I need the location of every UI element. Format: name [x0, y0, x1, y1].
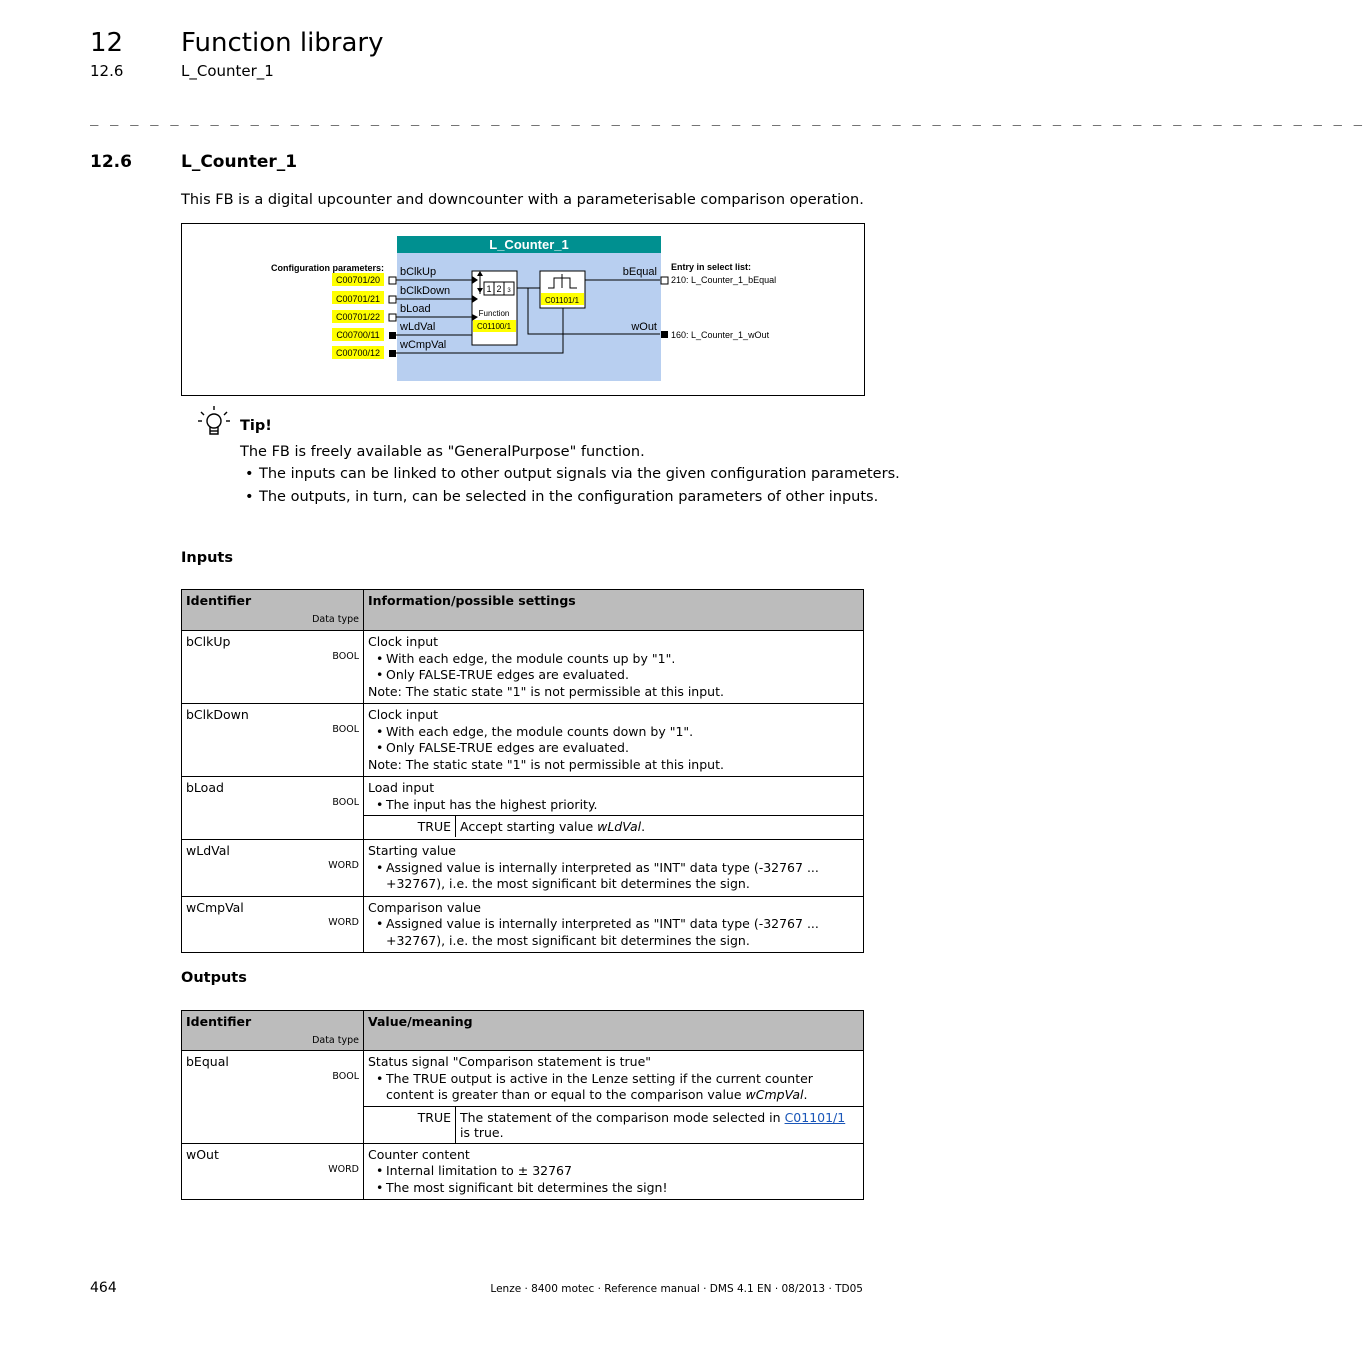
section-number: 12.6: [90, 62, 124, 80]
header-separator: _ _ _ _ _ _ _ _ _ _ _ _ _ _ _ _ _ _ _ _ _ _ _ _ _ _ _ _ _ _ _ _ _ _ _ _ _ _ _ _ _ _ _ _ _ _ _ _ _ _ _ _ _ _ _ _ _ _ _ _ _ _ _ _: [90, 110, 1364, 126]
input-label-2: bLoad: [400, 303, 431, 315]
table-row: [182, 631, 864, 704]
intro-text: This FB is a digital upcounter and downcounter with a parameterisable comparison operation.: [181, 192, 864, 208]
config-param-0: [332, 273, 384, 286]
sub-key: TRUE: [364, 1106, 456, 1143]
row-info: Clock input • With each edge, the module counts up by "1". • Only FALSE-TRUE edges are evaluated. Note: The static state "1" is not permissible at this input.: [364, 631, 864, 704]
table-row: [182, 1051, 864, 1144]
svg-text:C01100/1: C01100/1: [476, 322, 512, 331]
row-identifier: wOut WORD: [182, 1143, 364, 1200]
row-identifier: bClkDown BOOL: [182, 704, 364, 777]
compare-param: [541, 293, 584, 305]
input-label-3: wLdVal: [400, 321, 436, 333]
footer-doc: Lenze · 8400 motec · Reference manual · DMS 4.1 EN · 08/2013 · TD05: [490, 1283, 863, 1295]
sub-text: Accept starting value wLdVal.: [456, 816, 864, 838]
svg-text:C01101/1: C01101/1: [544, 296, 580, 305]
row-info: Starting value • Assigned value is internally interpreted as "INT" data type (-32767 ... +32767), i.e. the most significant bit determines the sign.: [364, 840, 864, 897]
function-param: [473, 320, 516, 332]
heading-title: L_Counter_1: [181, 152, 298, 172]
tip-bullet: • The outputs, in turn, can be selected in the configuration parameters of other inputs.: [245, 489, 879, 505]
c01101-link[interactable]: C01101/1: [784, 1109, 846, 1125]
svg-text:1: 1: [486, 284, 492, 294]
output-terminal-1: [661, 331, 668, 338]
row-identifier: wCmpVal WORD: [182, 896, 364, 953]
entry-label: Entry in select list:: [671, 262, 752, 272]
heading-number: 12.6: [90, 152, 132, 172]
input-terminal-4: [389, 350, 396, 357]
table-row: [182, 896, 864, 953]
row-info: Counter content • Internal limitation to ± 32767 • The most significant bit determines the sign!: [364, 1143, 864, 1200]
row-identifier: bEqual BOOL: [182, 1051, 364, 1144]
input-label-1: bClkDown: [400, 285, 451, 297]
outputs-table: [181, 1010, 864, 1200]
config-label: Configuration parameters:: [270, 263, 384, 273]
chapter-number: 12: [90, 28, 124, 58]
block-title: L_Counter_1: [489, 237, 569, 252]
output-label-1: wOut: [631, 321, 657, 333]
table-row: [182, 704, 864, 777]
svg-text:2: 2: [496, 284, 502, 294]
input-terminal-3: [389, 332, 396, 339]
svg-text:C00700/12: C00700/12: [335, 348, 381, 358]
row-identifier: wLdVal WORD: [182, 840, 364, 897]
row-identifier: bLoad BOOL: [182, 777, 364, 840]
function-label: Function: [478, 309, 510, 318]
inputs-table: [181, 589, 864, 953]
output-label-0: bEqual: [622, 266, 657, 278]
input-label-0: bClkUp: [400, 266, 437, 278]
input-terminal-0: [389, 277, 396, 284]
sub-key: TRUE: [364, 816, 456, 838]
config-param-3: [332, 328, 384, 341]
svg-text:C00701/20: C00701/20: [335, 275, 381, 285]
table-header-row: [182, 1011, 864, 1051]
function-block-diagram: [181, 223, 865, 396]
header-info: Information/possible settings: [364, 590, 864, 631]
chapter-title: Function library: [181, 28, 384, 58]
config-param-2: [332, 310, 384, 323]
tip-bullet: • The inputs can be linked to other output signals via the given configuration parameters.: [245, 466, 900, 482]
table-row: [182, 777, 864, 840]
sub-text: The statement of the comparison mode selected in C01101/1 is true.: [456, 1106, 864, 1143]
row-info: Comparison value • Assigned value is internally interpreted as "INT" data type (-32767 ... +32767), i.e. the most significant bit determines the sign.: [364, 896, 864, 953]
header-identifier: Identifier Data type: [182, 590, 364, 631]
entry-1: 160: L_Counter_1_wOut: [671, 330, 770, 340]
output-terminal-0: [661, 277, 668, 284]
config-param-4: [332, 346, 384, 359]
tip-title: Tip!: [240, 418, 272, 434]
svg-text:3: 3: [507, 288, 511, 294]
table-row: [182, 1143, 864, 1200]
entry-0: 210: L_Counter_1_bEqual: [671, 275, 777, 285]
config-param-1: [332, 291, 384, 304]
row-info: Load input • The input has the highest priority. TRUE Accept starting value wLdVal.: [364, 777, 864, 840]
header-info: Value/meaning: [364, 1011, 864, 1051]
page-number: 464: [90, 1280, 117, 1296]
svg-text:C00701/22: C00701/22: [335, 312, 381, 322]
table-row: [182, 840, 864, 897]
outputs-heading: Outputs: [181, 970, 247, 986]
section-title: L_Counter_1: [181, 62, 274, 80]
row-identifier: bClkUp BOOL: [182, 631, 364, 704]
input-terminal-1: [389, 296, 396, 303]
row-info: Clock input • With each edge, the module counts down by "1". • Only FALSE-TRUE edges are evaluated. Note: The static state "1" is not permissible at this input.: [364, 704, 864, 777]
lightbulb-icon: [196, 404, 232, 446]
svg-text:C00700/11: C00700/11: [336, 330, 380, 340]
inputs-heading: Inputs: [181, 550, 233, 566]
input-terminal-2: [389, 314, 396, 321]
svg-text:C00701/21: C00701/21: [335, 294, 381, 304]
header-identifier: Identifier Data type: [182, 1011, 364, 1051]
tip-text: The FB is freely available as "GeneralPurpose" function.: [240, 444, 645, 460]
row-info: Status signal "Comparison statement is true" • The TRUE output is active in the Lenze setting if the current counter content is greater than or equal to the comparison value wCmpVal. TRUE The statement of the comparison mode selected in C01101/1 is true.: [364, 1051, 864, 1144]
table-header-row: [182, 590, 864, 631]
input-label-4: wCmpVal: [400, 339, 447, 351]
